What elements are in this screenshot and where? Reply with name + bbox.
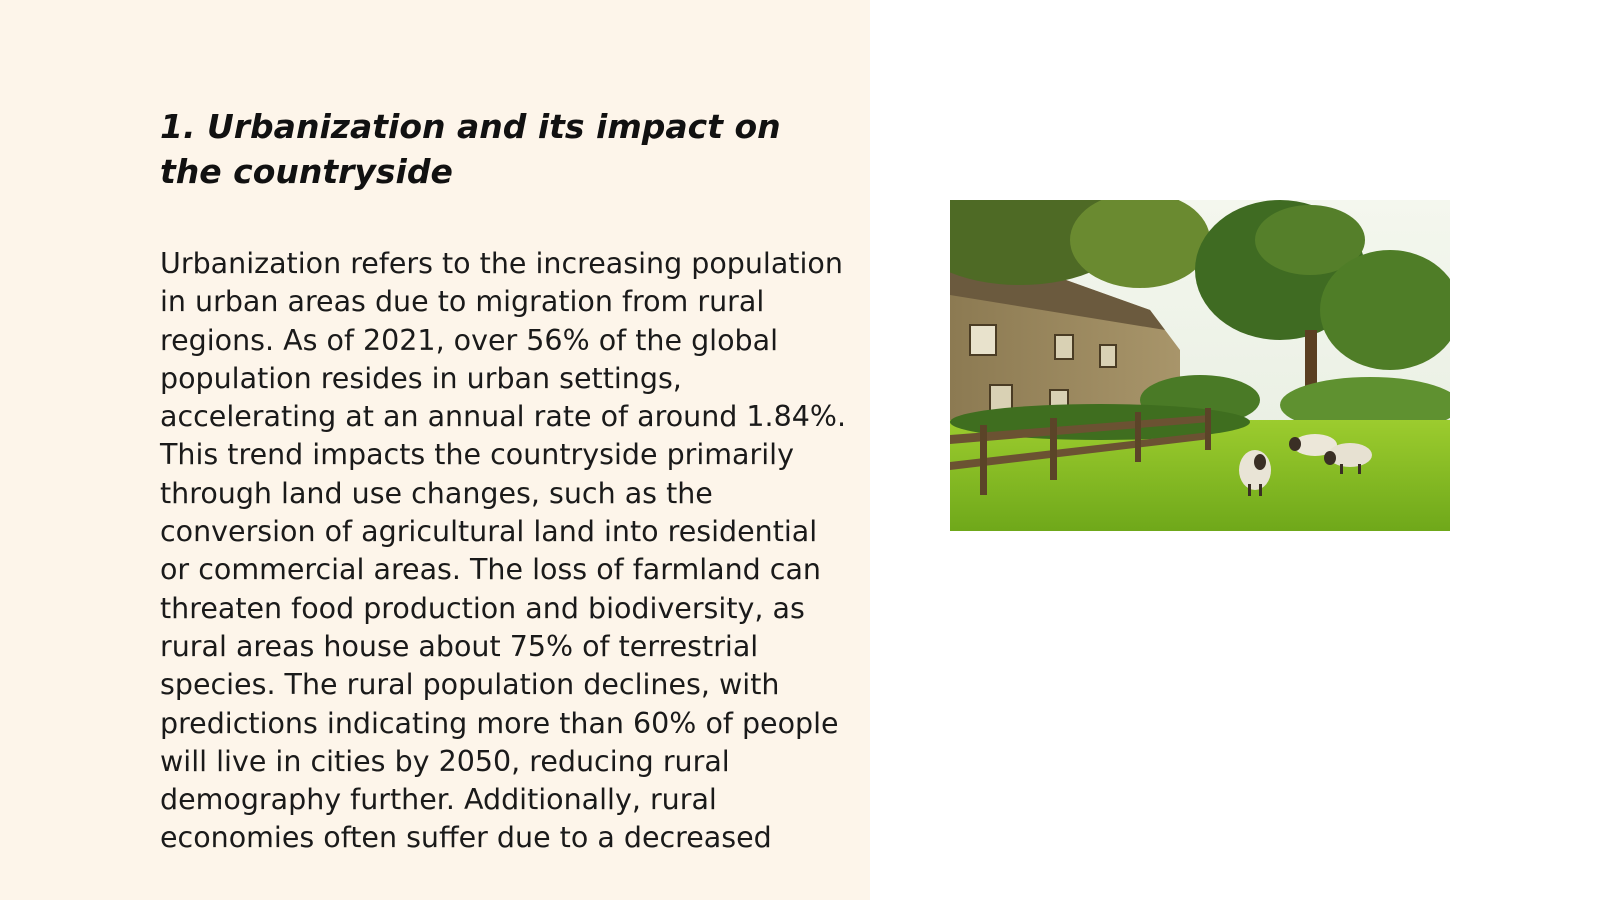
slide-heading: 1. Urbanization and its impact on the countryside: [160, 107, 781, 191]
slide-body-text: Urbanization refers to the increasing population in urban areas due to migration from rural regions. As of 2021, over 56% of the global population resides in urban settings, accelerating at an annual rate of around 1.84%. This trend impacts the countryside primarily through land use changes, such as the conversion of agricultural land into residential or commercial areas. The loss of farmland can threaten food production and biodiversity, as rural areas house about 75% of terrestrial species. The rural population declines, with predictions indicating more than 60% of people will live in cities by 2050, reducing rural demography further. Additionally, rural economies often suffer due to a decreased: [160, 247, 847, 855]
countryside-photo-icon: [950, 200, 1450, 531]
countryside-photo: [950, 200, 1450, 531]
